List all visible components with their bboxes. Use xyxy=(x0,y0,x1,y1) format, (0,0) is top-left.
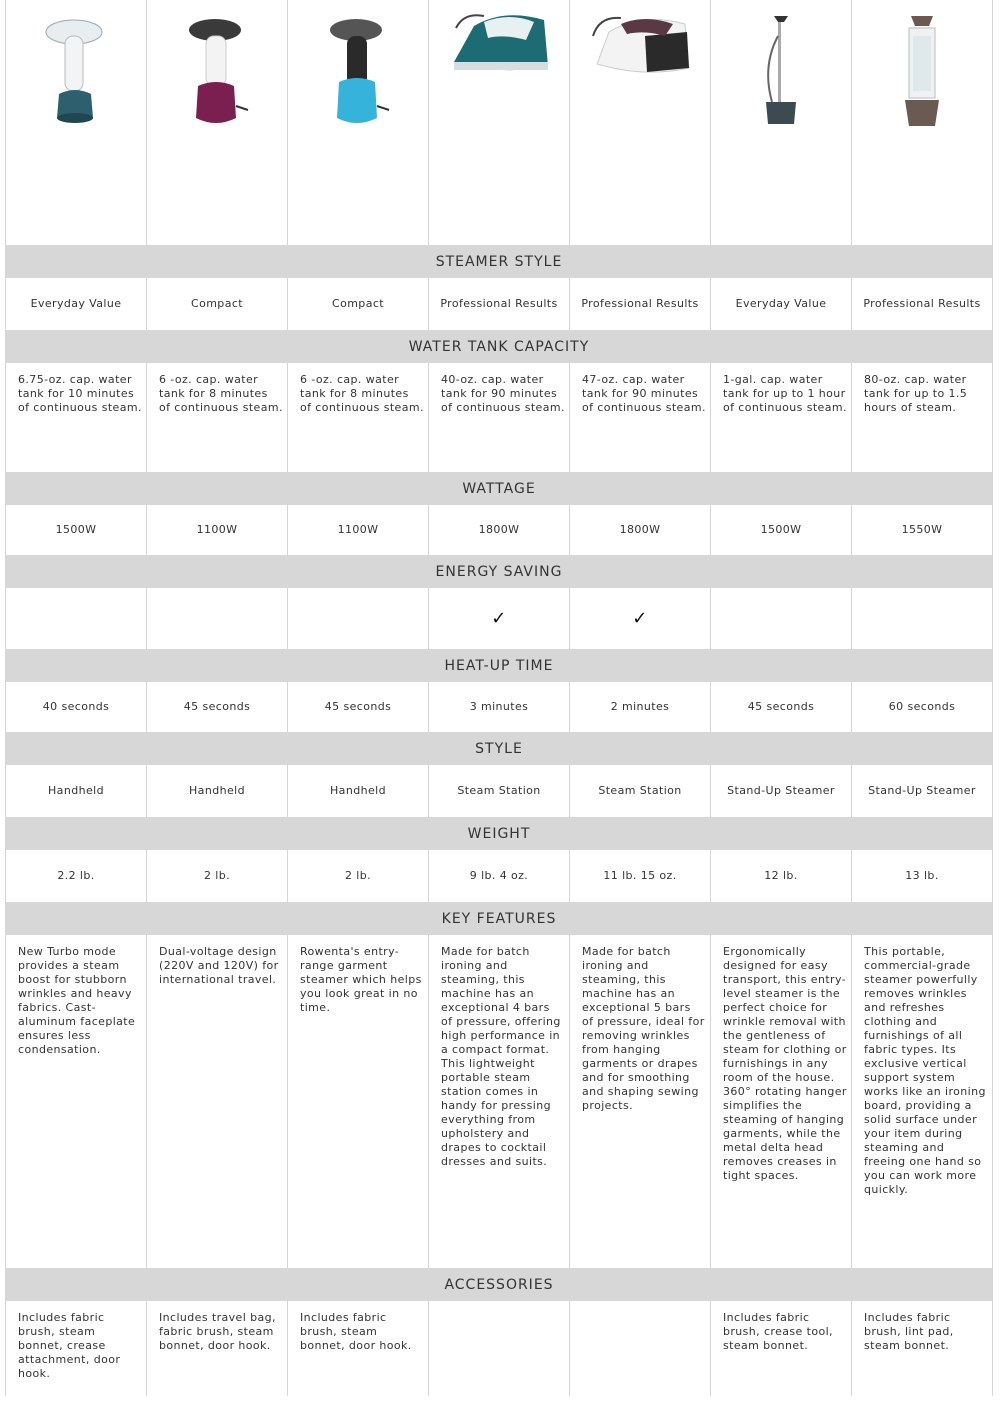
comparison-table xyxy=(5,0,993,1396)
wattage-value: 1550W xyxy=(851,505,993,555)
steam-station-teal-icon xyxy=(444,6,554,86)
header-style: STYLE xyxy=(5,732,993,765)
water-tank-value: 6 -oz. cap. water tank for 8 minutes of continuous steam. xyxy=(287,363,428,472)
weight-row xyxy=(5,850,993,902)
key-features-value: Made for batch ironing and steaming, this machine has an exceptional 5 bars of pressure, ideal for removing wrinkles from hanging garments or drapes and for smoothing and shaping sewing projects. xyxy=(569,935,710,1268)
key-features-value: Dual-voltage design (220V and 120V) for international travel. xyxy=(146,935,287,1268)
water-tank-row xyxy=(5,363,993,472)
key-features-value: Made for batch ironing and steaming, this machine has an exceptional 4 bars of pressure, offering high performance in a compact format. This lightweight portable steam station comes in handy for pressing everything from upholstery and drapes to cocktail dresses and suits. xyxy=(428,935,569,1268)
product-images-row xyxy=(5,0,993,245)
header-heatup-time: HEAT-UP TIME xyxy=(5,649,993,682)
key-features-row xyxy=(5,935,993,1268)
heatup-value: 45 seconds xyxy=(146,682,287,732)
steamer-style-value: Professional Results xyxy=(428,278,569,330)
handheld-steamer-white-icon xyxy=(41,6,111,126)
key-features-value: Rowenta's entry-range garment steamer which helps you look great in no time. xyxy=(287,935,428,1268)
product-image-cell xyxy=(146,0,287,245)
accessories-value xyxy=(428,1301,569,1396)
heatup-value: 2 minutes xyxy=(569,682,710,732)
accessories-value: Includes fabric brush, lint pad, steam bonnet. xyxy=(851,1301,993,1396)
product-image-cell xyxy=(569,0,710,245)
water-tank-value: 6.75-oz. cap. water tank for 10 minutes of continuous steam. xyxy=(5,363,146,472)
style-row xyxy=(5,765,993,817)
style-value: Handheld xyxy=(287,765,428,817)
wattage-value: 1800W xyxy=(569,505,710,555)
wattage-value: 1500W xyxy=(5,505,146,555)
energy-saving-value xyxy=(851,588,993,649)
steamer-style-value: Compact xyxy=(287,278,428,330)
product-image-cell xyxy=(428,0,569,245)
heatup-value: 45 seconds xyxy=(710,682,851,732)
wattage-value: 1800W xyxy=(428,505,569,555)
header-energy-saving: ENERGY SAVING xyxy=(5,555,993,588)
energy-saving-value xyxy=(5,588,146,649)
wattage-value: 1500W xyxy=(710,505,851,555)
wattage-value: 1100W xyxy=(287,505,428,555)
style-value: Stand-Up Steamer xyxy=(710,765,851,817)
steamer-style-value: Compact xyxy=(146,278,287,330)
product-image-cell xyxy=(710,0,851,245)
weight-value: 2 lb. xyxy=(146,850,287,902)
energy-saving-row xyxy=(5,588,993,649)
energy-saving-value: ✓ xyxy=(428,588,569,649)
header-wattage: WATTAGE xyxy=(5,472,993,505)
heatup-value: 3 minutes xyxy=(428,682,569,732)
energy-saving-value: ✓ xyxy=(569,588,710,649)
header-key-features: KEY FEATURES xyxy=(5,902,993,935)
accessories-value xyxy=(569,1301,710,1396)
style-value: Steam Station xyxy=(428,765,569,817)
header-accessories: ACCESSORIES xyxy=(5,1268,993,1301)
accessories-row xyxy=(5,1301,993,1396)
header-steamer-style: STEAMER STYLE xyxy=(5,245,993,278)
weight-value: 11 lb. 15 oz. xyxy=(569,850,710,902)
weight-value: 2 lb. xyxy=(287,850,428,902)
weight-value: 2.2 lb. xyxy=(5,850,146,902)
steamer-style-value: Everyday Value xyxy=(5,278,146,330)
product-image-cell xyxy=(287,0,428,245)
accessories-value: Includes travel bag, fabric brush, steam bonnet, door hook. xyxy=(146,1301,287,1396)
water-tank-value: 1-gal. cap. water tank for up to 1 hour of continuous steam. xyxy=(710,363,851,472)
energy-saving-value xyxy=(710,588,851,649)
accessories-value: Includes fabric brush, steam bonnet, crease attachment, door hook. xyxy=(5,1301,146,1396)
handheld-steamer-purple-icon xyxy=(182,6,252,126)
steamer-style-value: Everyday Value xyxy=(710,278,851,330)
steamer-style-row xyxy=(5,278,993,330)
accessories-value: Includes fabric brush, crease tool, steam bonnet. xyxy=(710,1301,851,1396)
style-value: Handheld xyxy=(146,765,287,817)
key-features-value: This portable, commercial-grade steamer powerfully removes wrinkles and refreshes clothing and furnishings of all fabric types. Its exclusive vertical support system works like an ironing board, providing a solid surface under your item during steaming and freeing one hand so you can work more quickly. xyxy=(851,935,993,1268)
key-features-value: Ergonomically designed for easy transport, this entry-level steamer is the perfect choice for wrinkle removal with the gentleness of steam for clothing or furnishings in any room of the house. 360° rotating hanger simplifies the steaming of hanging garments, while the metal delta head removes creases in tight spaces. xyxy=(710,935,851,1268)
heatup-value: 60 seconds xyxy=(851,682,993,732)
energy-saving-value xyxy=(287,588,428,649)
water-tank-value: 80-oz. cap. water tank for up to 1.5 hours of steam. xyxy=(851,363,993,472)
weight-value: 9 lb. 4 oz. xyxy=(428,850,569,902)
steam-station-purple-icon xyxy=(585,6,695,86)
wattage-value: 1100W xyxy=(146,505,287,555)
energy-saving-value xyxy=(146,588,287,649)
product-image-cell xyxy=(5,0,146,245)
wattage-row xyxy=(5,505,993,555)
standup-steamer-icon xyxy=(756,6,806,131)
steamer-style-value: Professional Results xyxy=(569,278,710,330)
product-image-cell xyxy=(851,0,993,245)
accessories-value: Includes fabric brush, steam bonnet, door hook. xyxy=(287,1301,428,1396)
heatup-row xyxy=(5,682,993,732)
standup-steamer-professional-icon xyxy=(897,6,947,131)
steamer-style-value: Professional Results xyxy=(851,278,993,330)
style-value: Steam Station xyxy=(569,765,710,817)
heatup-value: 45 seconds xyxy=(287,682,428,732)
water-tank-value: 40-oz. cap. water tank for 90 minutes of continuous steam. xyxy=(428,363,569,472)
style-value: Stand-Up Steamer xyxy=(851,765,993,817)
header-weight: WEIGHT xyxy=(5,817,993,850)
handheld-steamer-blue-icon xyxy=(323,6,393,126)
style-value: Handheld xyxy=(5,765,146,817)
weight-value: 13 lb. xyxy=(851,850,993,902)
weight-value: 12 lb. xyxy=(710,850,851,902)
key-features-value: New Turbo mode provides a steam boost for stubborn wrinkles and heavy fabrics. Cast-aluminum faceplate ensures less condensation. xyxy=(5,935,146,1268)
water-tank-value: 6 -oz. cap. water tank for 8 minutes of continuous steam. xyxy=(146,363,287,472)
heatup-value: 40 seconds xyxy=(5,682,146,732)
water-tank-value: 47-oz. cap. water tank for 90 minutes of continuous steam. xyxy=(569,363,710,472)
header-water-tank: WATER TANK CAPACITY xyxy=(5,330,993,363)
